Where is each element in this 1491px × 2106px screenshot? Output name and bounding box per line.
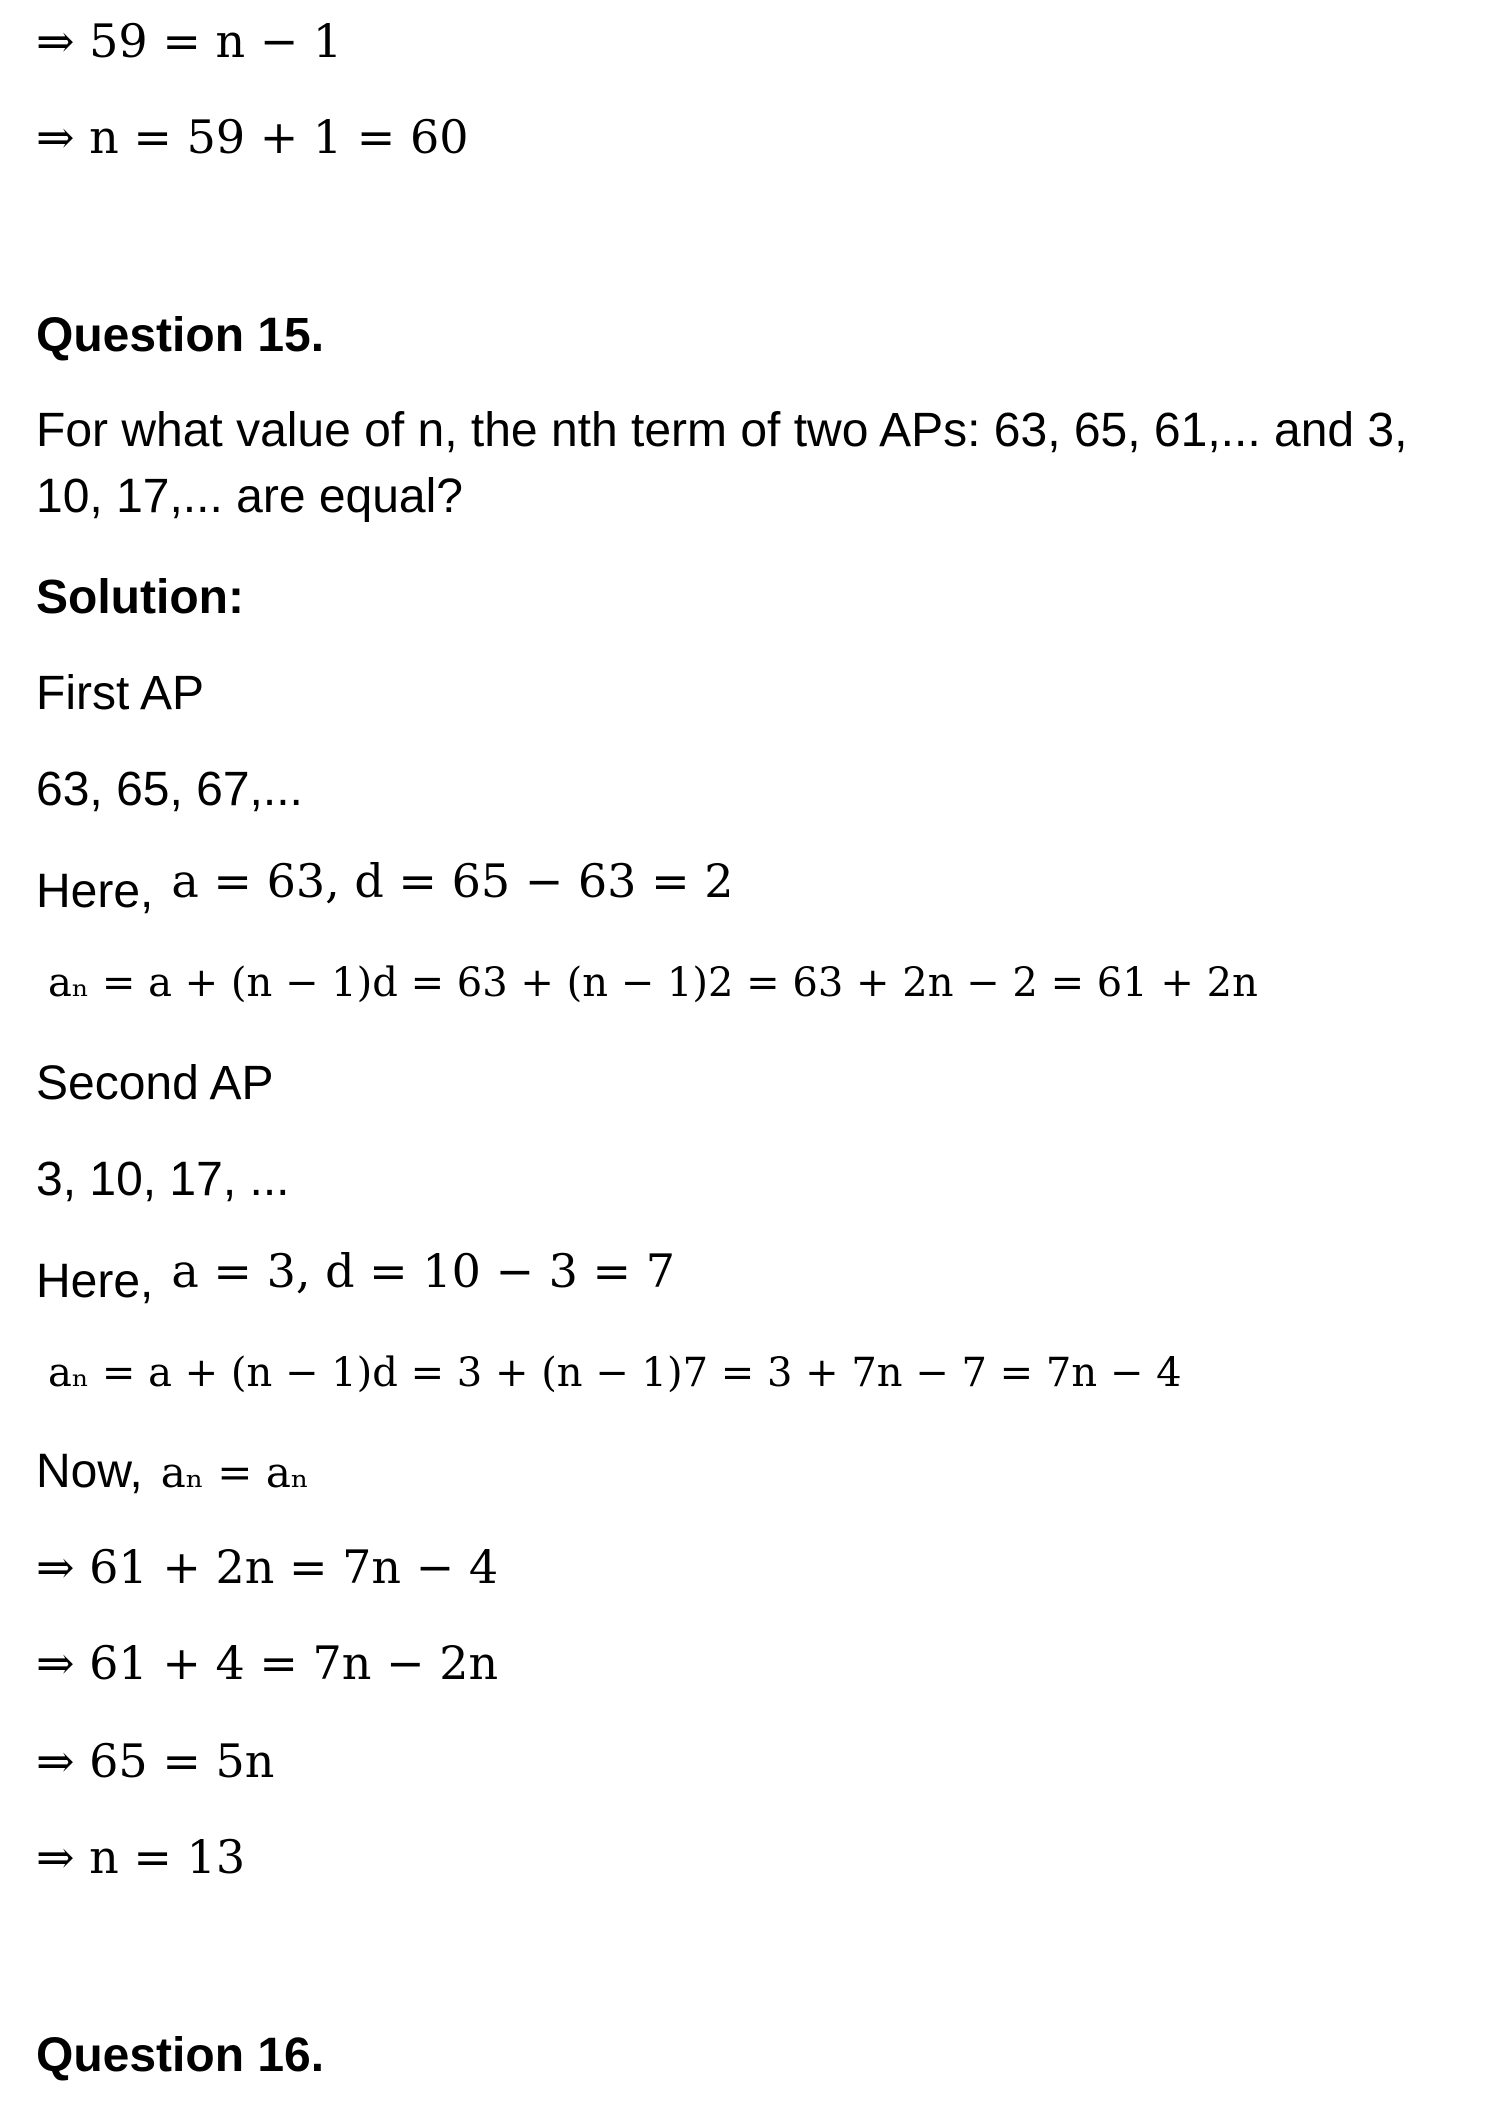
first-ap-label: First AP <box>36 667 205 720</box>
question-16-heading: Question 16. <box>36 2029 325 2082</box>
first-here-math: a = 63, d = 65 − 63 = 2 <box>171 854 734 908</box>
question-15-text: For what value of n, the nth term of two APs: 63, 65, 61,... and 3, 10, 17,... are equal? <box>36 404 1408 523</box>
now-math: aₙ = aₙ <box>160 1448 310 1497</box>
math-step-n-60: ⇒ n = 59 + 1 = 60 <box>36 110 469 164</box>
math-step-n-13: ⇒ n = 13 <box>36 1830 246 1884</box>
now-label: Now, <box>36 1445 143 1498</box>
math-step-59: ⇒ 59 = n − 1 <box>36 14 343 68</box>
first-here-label: Here, <box>36 865 154 918</box>
first-ap-terms: 63, 65, 67,... <box>36 763 303 816</box>
solution-label: Solution: <box>36 571 244 624</box>
math-step-rearrange: ⇒ 61 + 4 = 7n − 2n <box>36 1636 499 1690</box>
second-here-label: Here, <box>36 1255 154 1308</box>
question-15-heading: Question 15. <box>36 309 325 362</box>
second-an-formula: aₙ = a + (n − 1)d = 3 + (n − 1)7 = 3 + 7n − 7 = 7n − 4 <box>48 1350 1182 1396</box>
now-line <box>36 1445 310 1498</box>
math-step-65-5n: ⇒ 65 = 5n <box>36 1734 275 1788</box>
second-here-line <box>36 1244 675 1308</box>
second-here-math: a = 3, d = 10 − 3 = 7 <box>171 1244 675 1298</box>
second-ap-terms: 3, 10, 17, ... <box>36 1153 290 1206</box>
first-here-line <box>36 854 734 918</box>
math-step-equate: ⇒ 61 + 2n = 7n − 4 <box>36 1540 499 1594</box>
first-an-formula: aₙ = a + (n − 1)d = 63 + (n − 1)2 = 63 + 2n − 2 = 61 + 2n <box>48 960 1258 1006</box>
second-ap-label: Second AP <box>36 1057 274 1110</box>
